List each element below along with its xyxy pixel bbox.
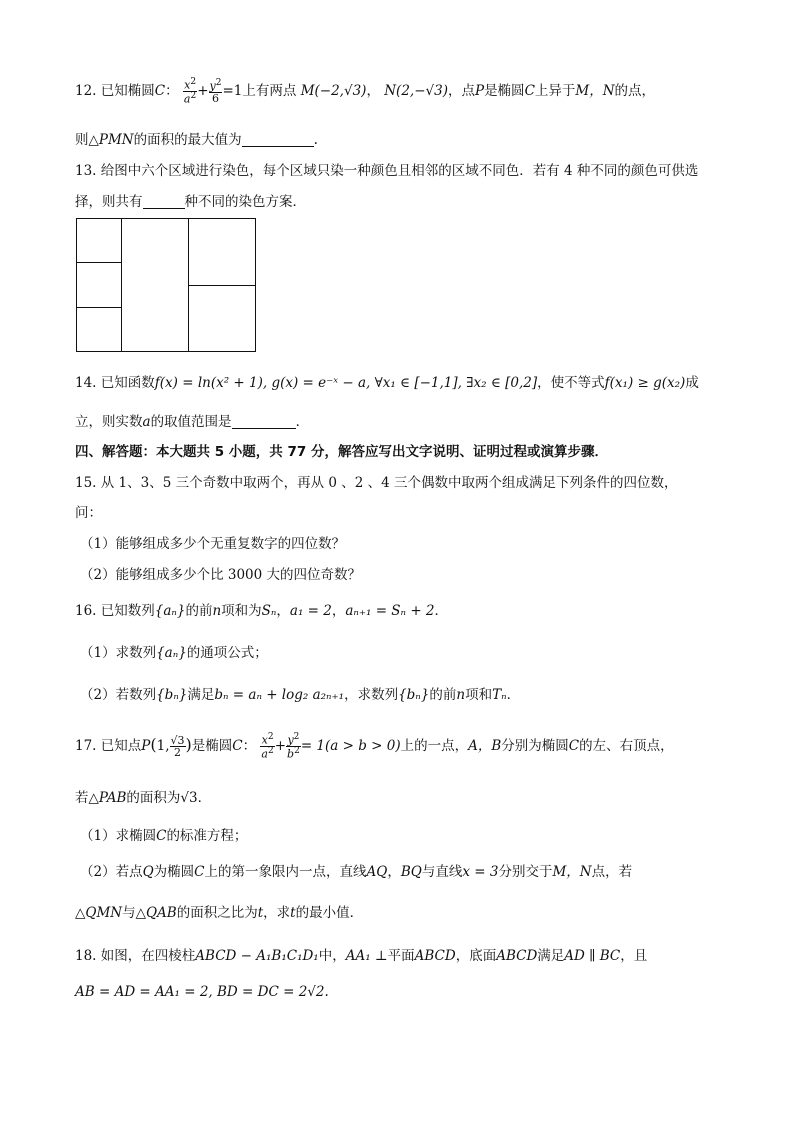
question-18-line-2: AB = AD = AA₁ = 2, BD = DC = 2√2. bbox=[75, 984, 329, 1000]
question-17-part-1: （1）求椭圆C的标准方程； bbox=[80, 828, 248, 844]
region-6 bbox=[188, 285, 256, 352]
region-2 bbox=[76, 262, 122, 308]
q12-number: 12. bbox=[75, 83, 97, 100]
ellipse-term-2: $\frac{y^2}{6}$ bbox=[209, 77, 222, 106]
region-5 bbox=[188, 218, 256, 286]
question-13-line-1: 13. 给图中六个区域进行染色，每个区域只染一种颜色且相邻的区域不同色．若有 4 种不同的颜色可供选 bbox=[75, 163, 699, 179]
region-4 bbox=[121, 218, 189, 352]
six-region-coloring-figure bbox=[76, 218, 256, 352]
section-heading: 四、解答题：本大题共 5 小题，共 77 分，解答应写出文字说明、证明过程或演算步骤． bbox=[75, 444, 608, 460]
question-17-line-1: 17. 已知点P(1, $\frac{√3}{2}$ )是椭圆C： $\frac{x^2}{a^2}$ + $\frac{y^2}{b^2}$ = 1(a > b > 0)上的一点，A，B分别为椭圆C的左、右顶点， bbox=[75, 732, 674, 761]
question-12-line-1: 12. 已知椭圆C： $\frac{x^2}{a^2}$ + $\frac{y^2}{6}$ =1上有两点 M(−2,√3)， N(2,−√3)，点P是椭圆C上异于M，N的点， bbox=[75, 77, 656, 106]
question-17-part-2: （2）若点Q为椭圆C上的第一象限内一点，直线AQ，BQ与直线x = 3分别交于M，N点，若 bbox=[80, 864, 633, 880]
question-15-part-2: （2）能够组成多少个比 3000 大的四位奇数？ bbox=[80, 567, 362, 583]
answer-blank[interactable] bbox=[143, 194, 185, 209]
point-y-fraction: $\frac{√3}{2}$ bbox=[170, 733, 185, 760]
question-15-line-2: 问： bbox=[75, 505, 102, 521]
question-15-part-1: （1）能够组成多少个无重复数字的四位数？ bbox=[80, 536, 346, 552]
question-15-line-1: 15. 从 1、3、5 三个奇数中取两个，再从 0 、2 、4 三个偶数中取两个组成满足下列条件的四位数， bbox=[75, 475, 678, 491]
ellipse-term-1: $\frac{x^2}{a^2}$ bbox=[183, 77, 197, 106]
question-18-line-1: 18. 如图，在四棱柱ABCD − A₁B₁C₁D₁中，AA₁ ⊥平面ABCD，底面ABCD满足AD ∥ BC，且 bbox=[75, 948, 648, 964]
region-3 bbox=[76, 307, 122, 352]
question-14-line-1: 14. 已知函数f(x) = ln(x² + 1), g(x) = e⁻ˣ − a, ∀x₁ ∈ [−1,1], ∃x₂ ∈ [0,2]，使不等式f(x₁) ≥ g(x₂)成 bbox=[75, 375, 699, 391]
question-17-line-2: 若△PAB的面积为√3． bbox=[75, 790, 212, 806]
question-17-line-5: △QMN与△QAB的面积之比为t，求t的最小值． bbox=[75, 905, 364, 921]
question-16-line-1: 16. 已知数列{aₙ}的前n项和为Sₙ，a₁ = 2，aₙ₊₁ = Sₙ + 2． bbox=[75, 603, 449, 619]
question-16-part-1: （1）求数列{aₙ}的通项公式； bbox=[80, 645, 268, 661]
question-16-part-2: （2）若数列{bₙ}满足bₙ = aₙ + log₂ a₂ₙ₊₁，求数列{bₙ}的前n项和Tₙ． bbox=[80, 687, 521, 703]
question-13-line-2: 择，则共有 种不同的染色方案． bbox=[75, 194, 306, 210]
region-1 bbox=[76, 218, 122, 263]
question-14-line-2: 立，则实数a的取值范围是 ． bbox=[75, 414, 310, 430]
question-12-line-2: 则△PMN的面积的最大值为 . bbox=[75, 132, 318, 148]
answer-blank[interactable] bbox=[242, 132, 314, 147]
answer-blank[interactable] bbox=[232, 414, 296, 429]
